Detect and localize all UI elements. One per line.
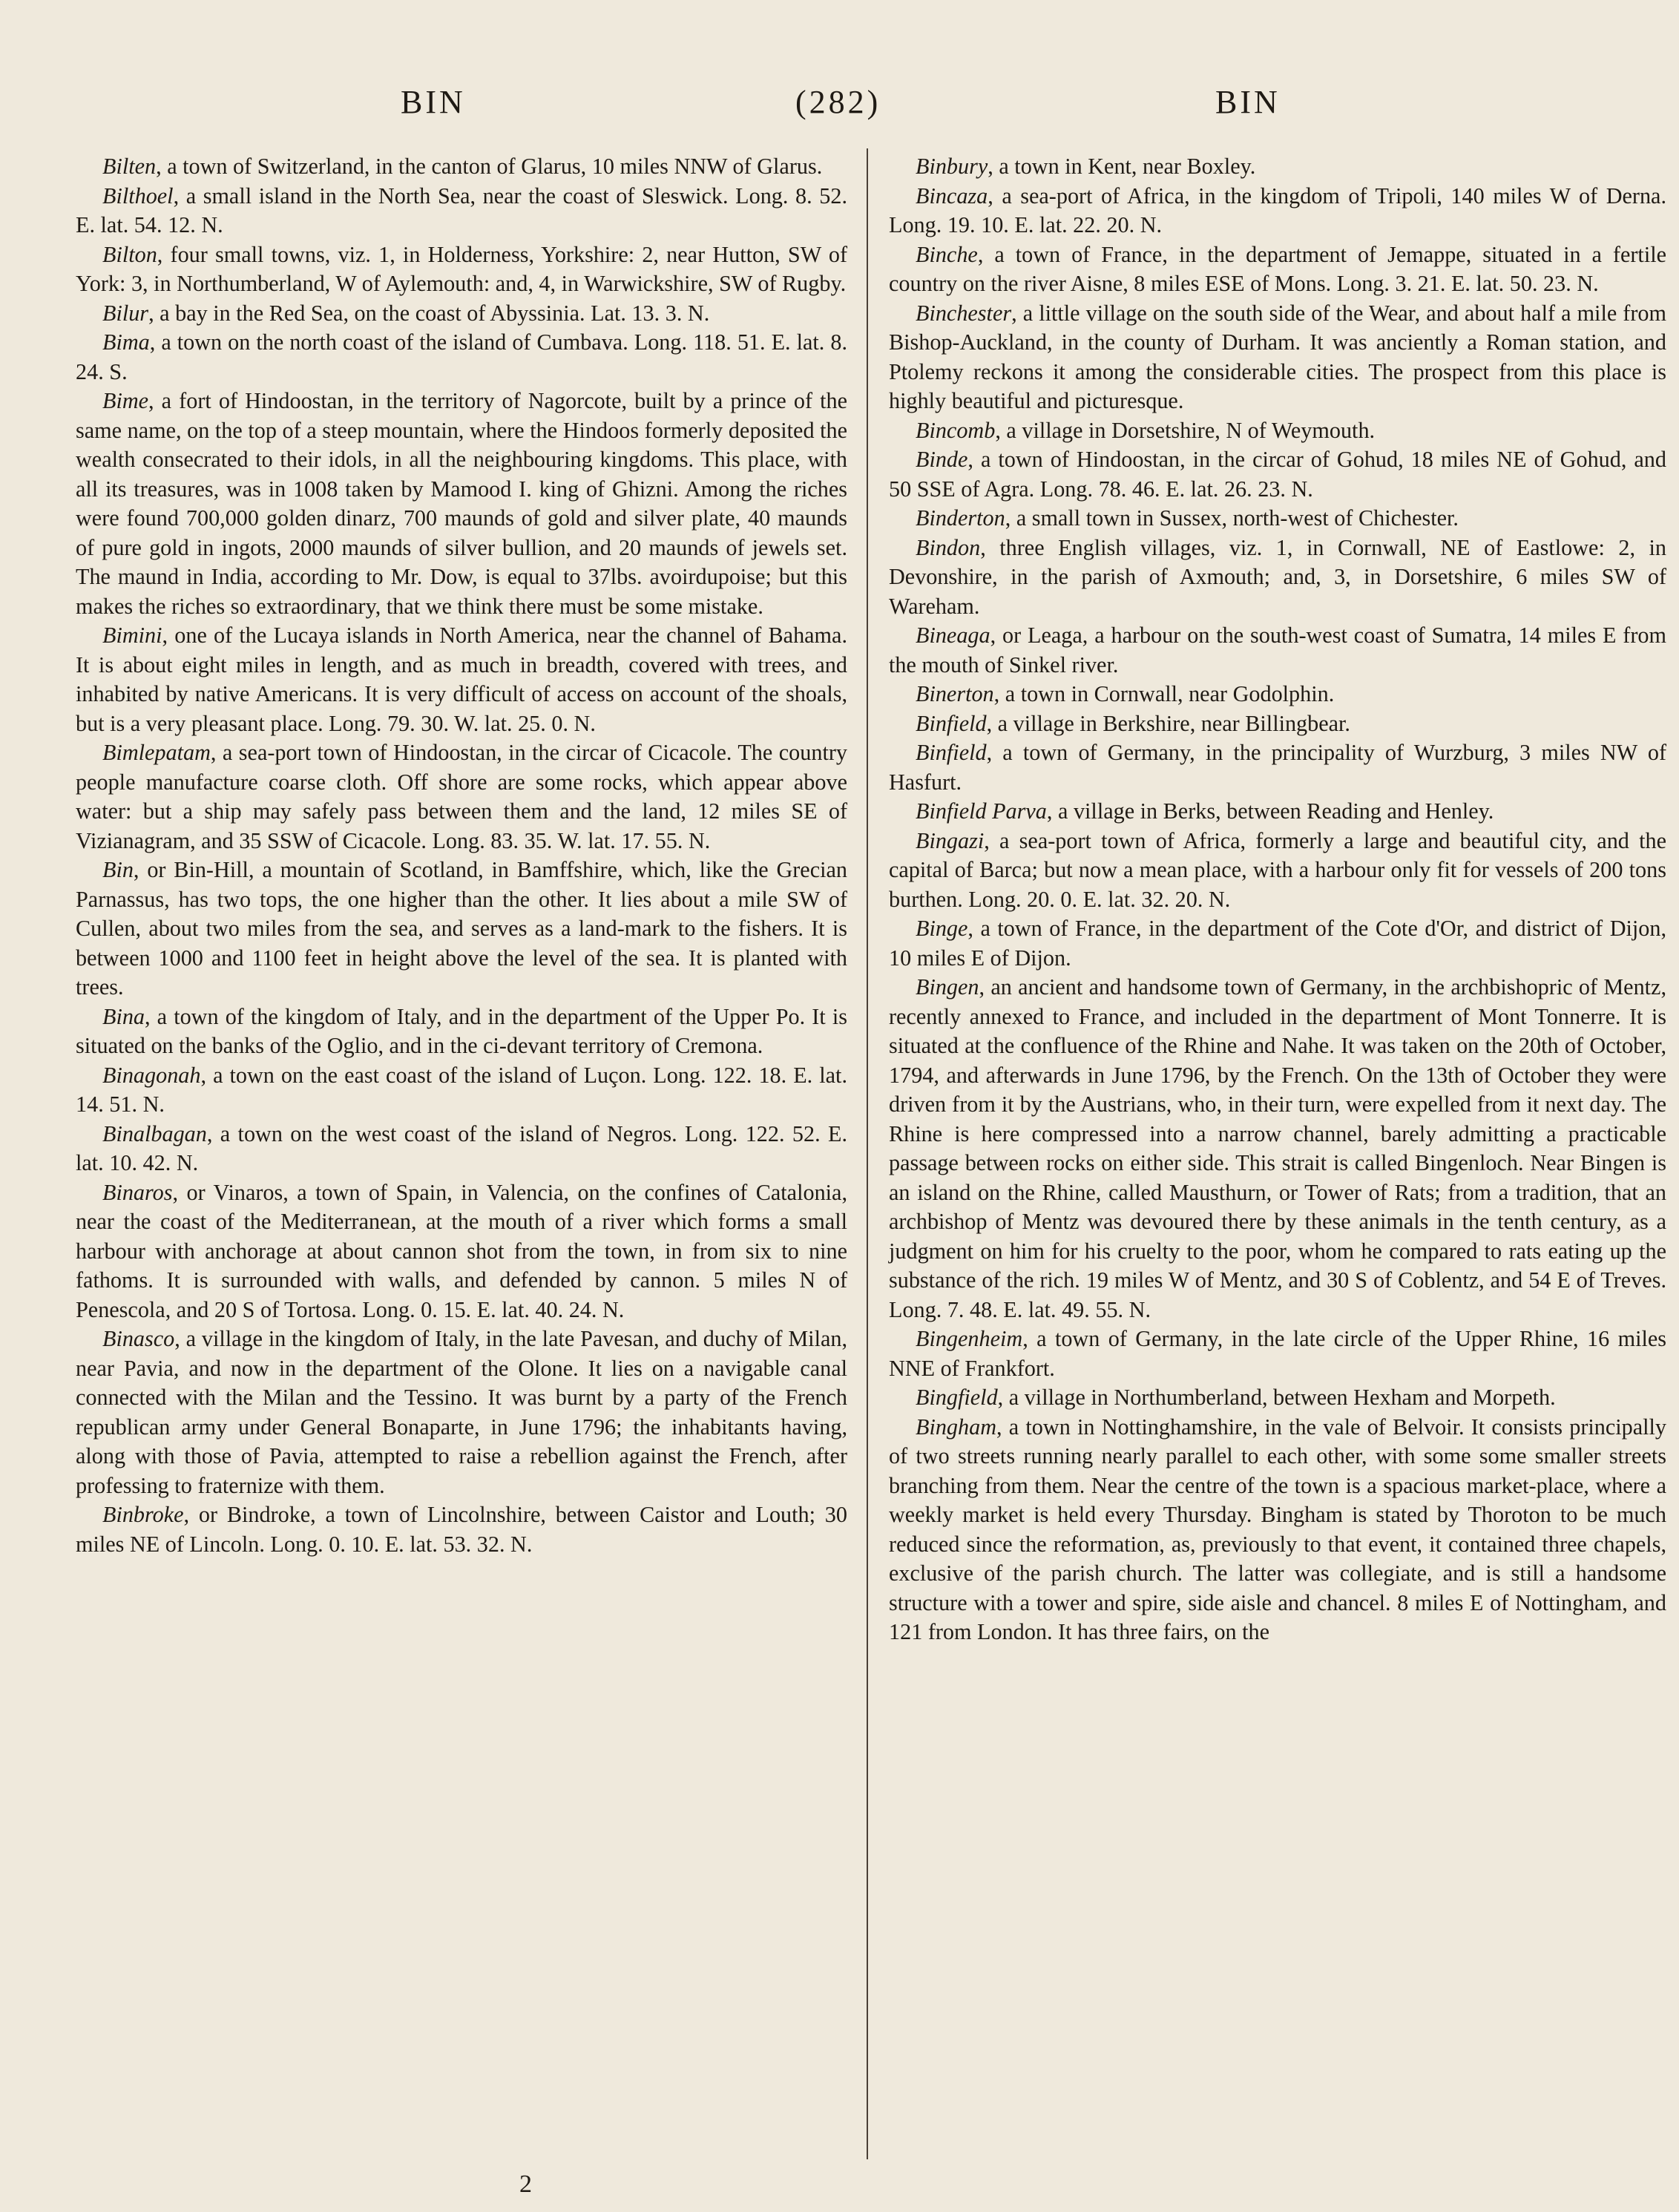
gazetteer-entry	[889, 973, 1666, 1325]
entry-text: , one of the Lucaya islands in North America, near the channel of Bahama. It is about eight miles in length, and as much in breadth, covered with trees, and inhabited by native Americans. It is very difficult of access on account of the shoals, but is a very pleasant place. Long. 79. 30. W. lat. 25. 0. N.	[76, 623, 847, 736]
entry-name: Binge	[916, 916, 968, 941]
entry-text: , a town on the west coast of the island of Negros. Long. 122. 52. E. lat. 10. 42. N.	[76, 1120, 847, 1175]
entry-name: Binchester	[916, 300, 1012, 326]
gazetteer-entry	[76, 1500, 847, 1559]
entry-text: , a bay in the Red Sea, on the coast of Abyssinia. Lat. 13. 3. N.	[148, 300, 710, 326]
entry-name: Bime	[102, 388, 149, 413]
gazetteer-entry	[889, 534, 1666, 622]
entry-name: Binfield Parva	[916, 798, 1047, 824]
entry-text: , three English villages, viz. 1, in Cornwall, NE of Eastlowe: 2, in Devonshire, in the parish of Axmouth; and, 3, in Dorsetshire, 6 miles SW of Wareham.	[889, 534, 1666, 619]
gazetteer-entry	[889, 299, 1666, 416]
gazetteer-entry	[889, 827, 1666, 915]
entry-text: , a town of the kingdom of Italy, and in the department of the Upper Po. It is situated on the banks of the Oglio, and in the ci-devant territory of Cremona.	[76, 1003, 847, 1058]
entry-name: Bingen	[916, 974, 979, 1000]
entry-name: Bilthoel	[102, 183, 174, 209]
entry-text: , an ancient and handsome town of Germany, in the archbishopric of Mentz, recently annexed to France, and included in the department of Mont Tonnerre. It is situated at the confluence of the Rhine and Nahe. It was taken on the 20th of October, 1794, and afterwards in June 1796, by the French. On the 13th of October they were driven from it by the Austrians, who, in their turn, were expelled from it next day. The Rhine is here compressed into a narrow channel, barely admitting a practicable passage between rocks on either side. This strait is called Bingenloch. Near Bingen is an island on the Rhine, called Mausthurn, or Tower of Rats; from a tradition, that an archbishop of Mentz was devoured there by these animals in the tenth century, as a judgment on him for his cruelty to the poor, whom he compared to rats eating up the substance of the rich. 19 miles W of Mentz, and 30 S of Coblentz, and 54 E of Treves. Long. 7. 48. E. lat. 49. 55. N.	[889, 974, 1666, 1322]
entry-name: Binfield	[916, 710, 987, 736]
entry-name: Bingenheim	[916, 1326, 1023, 1351]
entry-text: , a sea-port of Africa, in the kingdom of Tripoli, 140 miles W of Derna. Long. 19. 10. E. lat. 22. 20. N.	[889, 183, 1666, 237]
gazetteer-entry	[889, 797, 1666, 827]
entry-name: Binde	[916, 447, 968, 472]
entry-text: , a little village on the south side of the Wear, and about half a mile from Bishop-Auckland, in the county of Durham. It was anciently a Roman station, and Ptolemy reckons it among the considerable cities. The prospect from this place is highly beautiful and picturesque.	[889, 300, 1666, 413]
entry-text: , a town of Germany, in the principality of Wurzburg, 3 miles NW of Hasfurt.	[889, 740, 1666, 795]
entry-name: Bimini	[102, 623, 162, 648]
gazetteer-entry	[889, 445, 1666, 504]
entry-text: , a village in Dorsetshire, N of Weymouth.	[995, 417, 1376, 443]
header-left-word: BIN	[401, 84, 466, 120]
entry-text: , a village in Berks, between Reading and Henley.	[1046, 798, 1494, 824]
entry-text: , or Bin-Hill, a mountain of Scotland, in Bamffshire, which, like the Grecian Parnassus, has two tops, the one higher than the other. It lies about a mile SW of Cullen, about two miles from the sea, and serves as a land-mark to the fishers. It is between 1000 and 1100 feet in height above the level of the sea. It is planted with trees.	[76, 857, 847, 1000]
signature-mark: 2	[519, 2170, 532, 2198]
gazetteer-entry	[76, 152, 847, 182]
entry-text: , a town in Kent, near Boxley.	[988, 154, 1256, 179]
gazetteer-entry	[76, 182, 847, 240]
entry-text: , a town of Hindoostan, in the circar of Gohud, 18 miles NE of Gohud, and 50 SSE of Agra. Long. 78. 46. E. lat. 26. 23. N.	[889, 447, 1666, 502]
gazetteer-entry	[76, 856, 847, 1002]
gazetteer-entry	[889, 680, 1666, 709]
gazetteer-entry	[889, 504, 1666, 534]
entry-text: , or Leaga, a harbour on the south-west coast of Sumatra, 14 miles E from the mouth of Sinkel river.	[889, 623, 1666, 677]
gazetteer-entry	[76, 299, 847, 329]
entry-name: Binaros	[102, 1179, 173, 1205]
gazetteer-entry	[889, 152, 1666, 182]
entry-text: , a town of Germany, in the late circle of the Upper Rhine, 16 miles NNE of Frankfort.	[889, 1326, 1666, 1381]
entry-text: , a town in Nottinghamshire, in the vale of Belvoir. It consists principally of two streets running nearly parallel to each other, with some some smaller streets branching from them. Near the centre of the town is a spacious market-place, where a weekly market is held every Thursday. Bingham is stated by Thoroton to be much reduced since the reformation, as, previously to that event, it contained three chapels, exclusive of the parish church. The latter was collegiate, and is still a handsome structure with a tower and spire, side aisle and chancel. 8 miles E of Nottingham, and 121 from London. It has three fairs, on the	[889, 1414, 1666, 1644]
entry-name: Bincaza	[916, 183, 988, 209]
page-number: (282)	[795, 84, 881, 120]
entry-text: , a town of France, in the department of the Cote d'Or, and district of Dijon, 10 miles E of Dijon.	[889, 916, 1666, 971]
gazetteer-entry	[889, 914, 1666, 973]
entry-text: , or Bindroke, a town of Lincolnshire, between Caistor and Louth; 30 miles NE of Lincoln. Long. 0. 10. E. lat. 53. 32. N.	[76, 1502, 847, 1557]
entry-name: Bilten	[102, 154, 157, 179]
entry-name: Bina	[102, 1003, 145, 1029]
entry-name: Bingham	[916, 1414, 997, 1440]
entry-name: Binche	[916, 241, 978, 267]
entry-name: Bineaga	[916, 623, 990, 648]
running-header	[0, 83, 1679, 128]
gazetteer-entry	[889, 182, 1666, 240]
entry-text: , a town on the north coast of the island of Cumbava. Long. 118. 51. E. lat. 8. 24. S.	[76, 329, 847, 384]
entry-name: Bilur	[102, 300, 149, 326]
entry-text: , a small town in Sussex, north-west of Chichester.	[1005, 505, 1459, 531]
gazetteer-entry	[889, 709, 1666, 739]
entry-name: Binasco	[102, 1326, 175, 1351]
gazetteer-entry	[76, 328, 847, 387]
gazetteer-entry	[76, 1120, 847, 1178]
entry-name: Binderton	[916, 505, 1005, 531]
entry-name: Bimlepatam	[102, 740, 211, 765]
gazetteer-entry	[76, 1325, 847, 1500]
entry-text: , a village in Berkshire, near Billingbear.	[986, 710, 1350, 736]
gazetteer-entry	[76, 1061, 847, 1120]
entry-name: Bingazi	[916, 827, 985, 853]
entry-text: , or Vinaros, a town of Spain, in Valencia, on the confines of Catalonia, near the coast of the Mediterranean, at the mouth of a river which forms a small harbour with anchorage at about cannon shot from the town, in from six to nine fathoms. It is surrounded with walls, and defended by cannon. 5 miles N of Penescola, and 20 S of Tortosa. Long. 0. 15. E. lat. 40. 24. N.	[76, 1179, 847, 1322]
entry-text: , a sea-port town of Africa, formerly a large and beautiful city, and the capital of Barca; but now a mean place, with a harbour only fit for vessels of 200 tons burthen. Long. 20. 0. E. lat. 32. 20. N.	[889, 827, 1666, 912]
gazetteer-entry	[76, 387, 847, 621]
gazetteer-entry	[889, 738, 1666, 797]
entry-name: Binbroke	[102, 1502, 184, 1527]
entry-text: , a town of Switzerland, in the canton of Glarus, 10 miles NNW of Glarus.	[156, 154, 823, 179]
column-divider	[867, 148, 868, 2159]
entry-name: Bin	[102, 857, 134, 882]
left-column	[76, 152, 847, 1559]
entry-name: Bilton	[102, 241, 157, 267]
gazetteer-entry	[76, 1178, 847, 1325]
entry-text: , a sea-port town of Hindoostan, in the circar of Cicacole. The country people manufacture coarse cloth. Off shore are some rocks, which appear above water: but a ship may safely pass between them and the land, 12 miles SE of Vizianagram, and 35 SSW of Cicacole. Long. 83. 35. W. lat. 17. 55. N.	[76, 740, 847, 853]
gazetteer-entry	[76, 738, 847, 856]
entry-name: Binerton	[916, 681, 994, 706]
entry-text: , a town in Cornwall, near Godolphin.	[993, 681, 1335, 706]
gazetteer-entry	[76, 621, 847, 738]
gazetteer-entry	[889, 1413, 1666, 1647]
gazetteer-entry	[76, 240, 847, 299]
entry-text: , a village in Northumberland, between Hexham and Morpeth.	[997, 1385, 1556, 1410]
gazetteer-entry	[889, 1383, 1666, 1413]
entry-text: , four small towns, viz. 1, in Holderness, Yorkshire: 2, near Hutton, SW of York: 3, in Northumberland, W of Aylemouth: and, 4, in Warwickshire, SW of Rugby.	[76, 241, 847, 296]
entry-name: Binagonah	[102, 1062, 201, 1088]
entry-text: , a town on the east coast of the island of Luçon. Long. 122. 18. E. lat. 14. 51. N.	[76, 1062, 847, 1117]
gazetteer-entry	[76, 1002, 847, 1061]
gazetteer-entry	[889, 416, 1666, 446]
entry-name: Bincomb	[916, 417, 996, 443]
entry-name: Binfield	[916, 740, 987, 765]
header-right-word: BIN	[1215, 84, 1281, 120]
entry-text: , a town of France, in the department of Jemappe, situated in a fertile country on the river Aisne, 8 miles ESE of Mons. Long. 3. 21. E. lat. 50. 23. N.	[889, 241, 1666, 296]
entry-text: , a small island in the North Sea, near the coast of Sleswick. Long. 8. 52. E. lat. 54. 12. N.	[76, 183, 847, 237]
gazetteer-entry	[889, 621, 1666, 680]
right-column	[889, 152, 1666, 1647]
entry-name: Bima	[102, 329, 150, 355]
entry-text: , a fort of Hindoostan, in the territory of Nagorcote, built by a prince of the same name, on the top of a steep mountain, where the Hindoos formerly deposited the wealth consecrated to their idols, in all the neighbouring kingdoms. This place, with all its treasures, was in 1008 taken by Mamood I. king of Ghizni. Among the riches were found 700,000 golden dinarz, 700 maunds of gold and silver plate, 40 maunds of pure gold in ingots, 2000 maunds of silver bullion, and 20 maunds of jewels set. The maund in India, according to Mr. Dow, is equal to 37lbs. avoirdupoise; but this makes the riches so extraordinary, that we think there must be some mistake.	[76, 388, 847, 619]
entry-name: Bingfield	[916, 1385, 998, 1410]
gazetteer-entry	[889, 1325, 1666, 1383]
gazetteer-entry	[889, 240, 1666, 299]
entry-text: , a village in the kingdom of Italy, in the late Pavesan, and duchy of Milan, near Pavia, and now in the department of the Olone. It lies on a navigable canal connected with the Milan and the Tessino. It was burnt by a party of the French republican army under General Bonaparte, in June 1796; the inhabitants having, along with those of Pavia, attempted to raise a rebellion against the French, after professing to fraternize with them.	[76, 1326, 847, 1498]
entry-name: Bindon	[916, 534, 981, 560]
entry-name: Binalbagan	[102, 1120, 207, 1146]
entry-name: Binbury	[916, 154, 988, 179]
